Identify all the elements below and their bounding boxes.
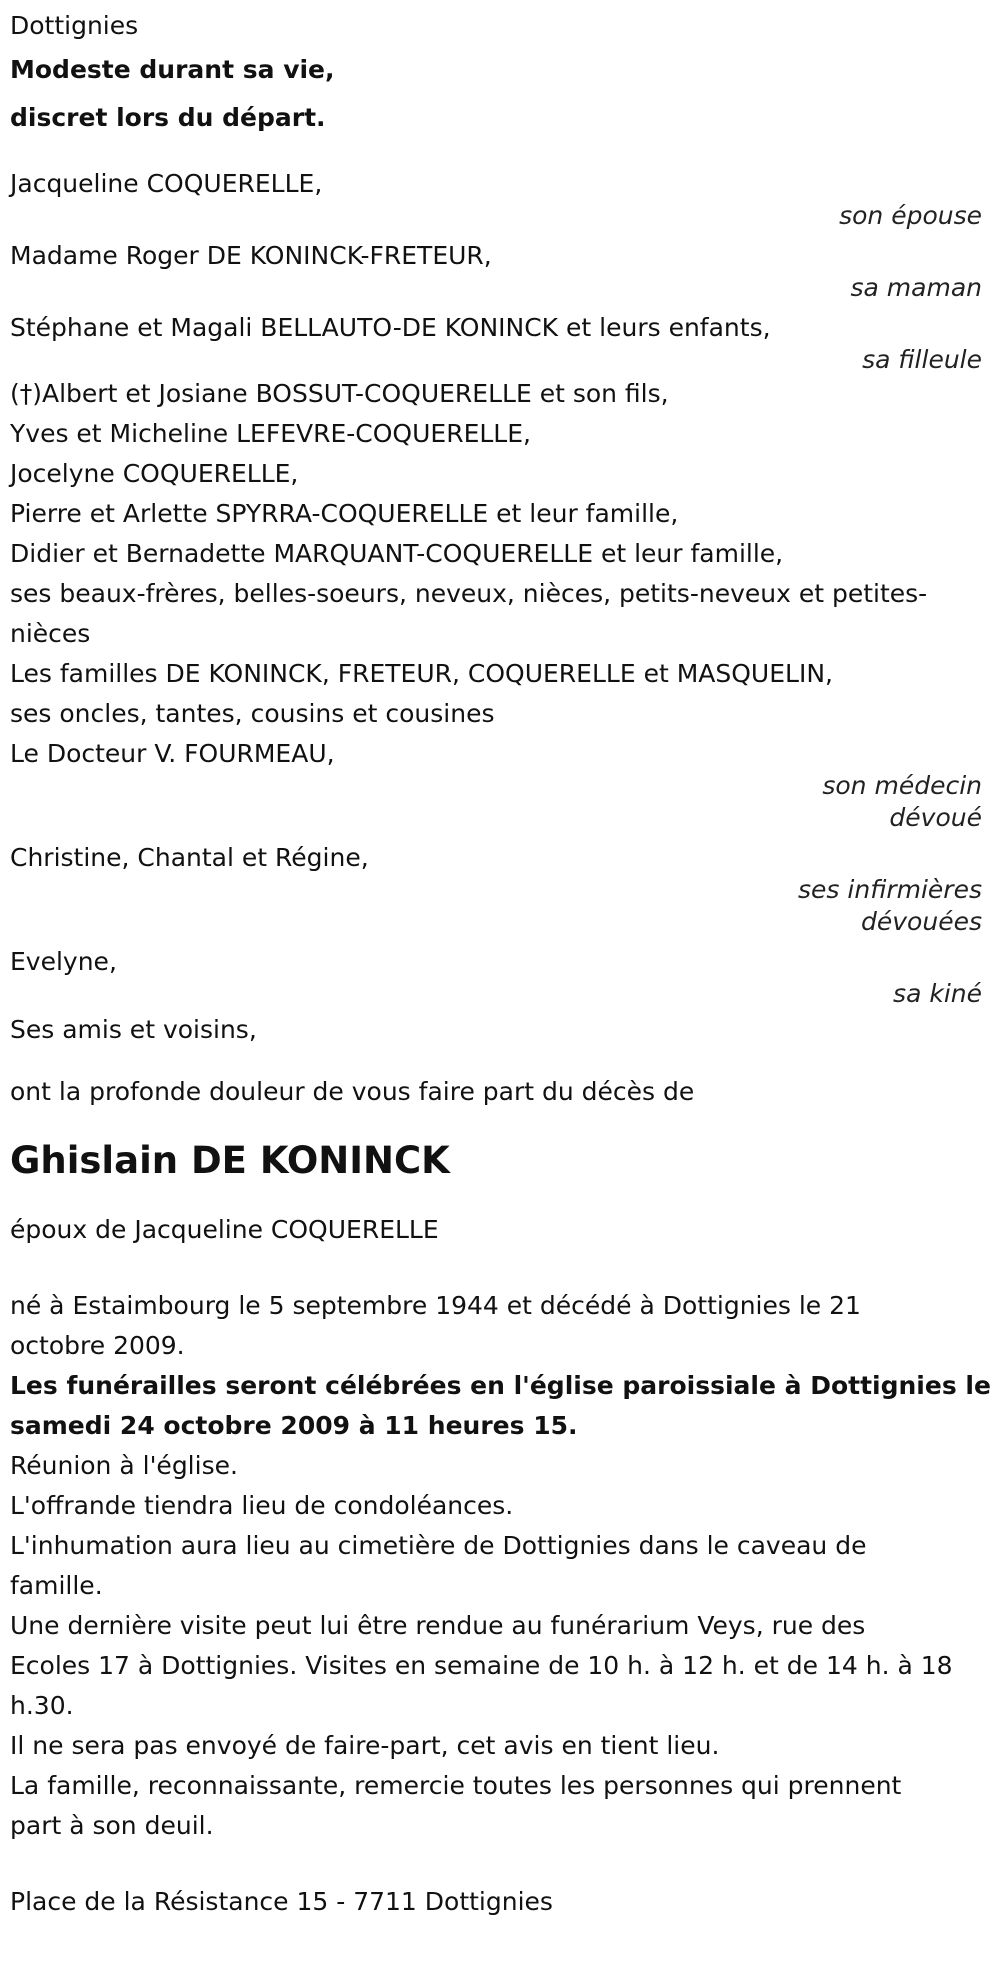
motto-line-2: discret lors du départ. xyxy=(10,103,326,132)
mourner-name: Madame Roger DE KONINCK-FRETEUR, xyxy=(10,241,492,270)
visit-line: h.30. xyxy=(10,1691,74,1720)
spacer xyxy=(10,1250,990,1286)
details-block xyxy=(10,1286,990,1846)
address: Place de la Résistance 15 - 7711 Dottignies xyxy=(10,1887,553,1916)
visit-line: Ecoles 17 à Dottignies. Visites en semaine de 10 h. à 12 h. et de 14 h. à 18 xyxy=(10,1651,953,1680)
mourner-name: Stéphane et Magali BELLAUTO-DE KONINCK et leurs enfants, xyxy=(10,313,771,342)
spacer xyxy=(10,1846,990,1882)
spacer xyxy=(10,1188,990,1210)
birth-death-line: né à Estaimbourg le 5 septembre 1944 et décédé à Dottignies le 21 xyxy=(10,1291,861,1320)
list-item: Les familles DE KONINCK, FRETEUR, COQUERELLE et MASQUELIN, xyxy=(10,659,833,688)
funeral-line: Les funérailles seront célébrées en l'église paroissiale à Dottignies le xyxy=(10,1371,991,1400)
list-item: ses oncles, tantes, cousins et cousines xyxy=(10,699,495,728)
carer-nurses xyxy=(10,838,990,942)
list-item: ses beaux-frères, belles-soeurs, neveux, nièces, petits-neveux et petites- xyxy=(10,579,928,608)
mourner-role: sa maman xyxy=(850,273,982,302)
no-notice-line: Il ne sera pas envoyé de faire-part, cet avis en tient lieu. xyxy=(10,1731,720,1760)
mourner-name: Jacqueline COQUERELLE, xyxy=(10,169,323,198)
spacer xyxy=(10,1050,990,1072)
meeting-line: Réunion à l'église. xyxy=(10,1451,238,1480)
carer-doctor xyxy=(10,734,990,838)
funeral-line: samedi 24 octobre 2009 à 11 heures 15. xyxy=(10,1411,578,1440)
mourners-list xyxy=(10,374,990,734)
thanks-line: La famille, reconnaissante, remercie toutes les personnes qui prennent xyxy=(10,1771,902,1800)
visit-line: Une dernière visite peut lui être rendue au funérarium Veys, rue des xyxy=(10,1611,866,1640)
mourner-goddaughter xyxy=(10,308,990,380)
list-item: Jocelyne COQUERELLE, xyxy=(10,459,299,488)
burial-line: L'inhumation aura lieu au cimetière de Dottignies dans le caveau de xyxy=(10,1531,867,1560)
carer-name: Evelyne, xyxy=(10,947,117,976)
list-item: Didier et Bernadette MARQUANT-COQUERELLE et leur famille, xyxy=(10,539,784,568)
list-item: (†)Albert et Josiane BOSSUT-COQUERELLE et son fils, xyxy=(10,379,669,408)
spouse-line: époux de Jacqueline COQUERELLE xyxy=(10,1215,439,1244)
location: Dottignies xyxy=(10,11,139,40)
mourner-role: sa filleule xyxy=(862,345,982,374)
carer-name: Christine, Chantal et Régine, xyxy=(10,843,369,872)
spacer xyxy=(10,142,990,164)
list-item: nièces xyxy=(10,619,91,648)
friends: Ses amis et voisins, xyxy=(10,1015,257,1044)
carer-name: Le Docteur V. FOURMEAU, xyxy=(10,739,335,768)
carer-role: son médecin xyxy=(822,771,982,800)
carer-physio xyxy=(10,942,990,1014)
carer-role: sa kiné xyxy=(893,979,982,1008)
spacer xyxy=(10,1112,990,1134)
mourner-role: son épouse xyxy=(839,201,982,230)
deceased-name: Ghislain DE KONINCK xyxy=(10,1139,450,1182)
mourner-spouse xyxy=(10,164,990,236)
announcement: ont la profonde douleur de vous faire part du décès de xyxy=(10,1077,695,1106)
list-item: Pierre et Arlette SPYRRA-COQUERELLE et leur famille, xyxy=(10,499,679,528)
mourner-mother xyxy=(10,236,990,308)
thanks-line: part à son deuil. xyxy=(10,1811,214,1840)
motto-line-1: Modeste durant sa vie, xyxy=(10,55,335,84)
offering-line: L'offrande tiendra lieu de condoléances. xyxy=(10,1491,514,1520)
list-item: Yves et Micheline LEFEVRE-COQUERELLE, xyxy=(10,419,531,448)
obituary-content xyxy=(10,6,990,1922)
burial-line: famille. xyxy=(10,1571,103,1600)
carer-role: ses infirmières xyxy=(798,875,982,904)
birth-death-line: octobre 2009. xyxy=(10,1331,185,1360)
carer-role-cont: dévouées xyxy=(861,907,982,936)
carer-role-cont: dévoué xyxy=(889,803,982,832)
